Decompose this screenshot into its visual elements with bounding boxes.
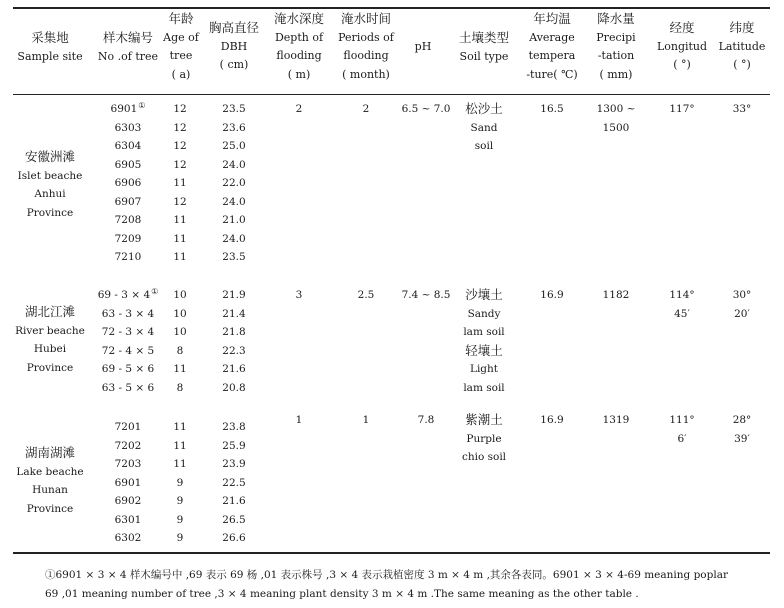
age-cell: 11 bbox=[173, 214, 187, 226]
age-cell: 12 bbox=[173, 158, 187, 171]
dbh-cell: 23.9 bbox=[222, 458, 246, 470]
site-hunan bbox=[14, 444, 86, 518]
header-lon-unit: ( °) bbox=[673, 58, 691, 71]
soil-anhui bbox=[446, 100, 522, 156]
header-site-en: Sample site bbox=[17, 49, 83, 63]
header-depth-en2: flooding bbox=[276, 49, 322, 62]
ages-hubei bbox=[160, 286, 200, 397]
age-cell: 11 bbox=[173, 251, 187, 263]
depth-cell: 3 bbox=[295, 289, 303, 301]
header-temp-en3: -ture( ℃) bbox=[526, 67, 578, 81]
header-tree bbox=[93, 29, 163, 66]
header-precip bbox=[586, 10, 646, 84]
header-soil-zh: 土壤类型 bbox=[458, 30, 509, 45]
lat-cell: 20′ bbox=[734, 307, 750, 320]
tree-ids-hubei bbox=[91, 286, 165, 397]
header-dbh-en: DBH bbox=[220, 39, 248, 53]
soil-zh: 沙壤土 bbox=[465, 287, 503, 302]
dbh-cell: 26.6 bbox=[222, 532, 246, 544]
tree-id bbox=[93, 100, 163, 119]
age-cell: 12 bbox=[173, 121, 187, 134]
tree-ids-anhui bbox=[93, 100, 163, 267]
lon-hubei bbox=[652, 286, 712, 323]
lon-cell: 111° bbox=[669, 414, 695, 426]
age-cell: 11 bbox=[173, 177, 187, 189]
soil-en: Purple bbox=[466, 432, 502, 445]
footnote-line: 69 ,01 meaning number of tree ,3 × 4 meaning plant density 3 m × 4 m .The same meaning as the other table . bbox=[45, 588, 639, 600]
lon-cell: 117° bbox=[669, 103, 695, 115]
precip-cell: 1500 bbox=[602, 121, 630, 134]
header-lon-zh: 经度 bbox=[669, 20, 695, 35]
header-precip-zh: 降水量 bbox=[597, 11, 635, 26]
lat-anhui bbox=[714, 100, 770, 119]
dbh-cell: 26.5 bbox=[222, 513, 246, 526]
header-site bbox=[14, 29, 86, 66]
ages-anhui bbox=[160, 100, 200, 267]
footnote-mark: ① bbox=[151, 287, 159, 296]
age-cell: 9 bbox=[176, 476, 184, 489]
site-zh: 湖北江滩 bbox=[24, 304, 75, 319]
tree-id: 6907 bbox=[114, 195, 142, 208]
precip-cell: 1300 ~ bbox=[596, 103, 636, 115]
dbh-cell: 21.4 bbox=[222, 307, 246, 320]
tree-id: 6302 bbox=[114, 532, 142, 544]
ages-hunan bbox=[160, 418, 200, 548]
precip-cell: 1319 bbox=[602, 414, 630, 426]
lat-cell: 33° bbox=[732, 103, 752, 115]
dbh-cell: 23.5 bbox=[222, 103, 246, 115]
header-soil-en: Soil type bbox=[459, 49, 509, 63]
ph-cell: 7.4 ~ 8.5 bbox=[401, 289, 451, 301]
dbh-cell: 21.0 bbox=[222, 214, 246, 226]
soil-en: Sand bbox=[470, 121, 498, 134]
age-cell: 9 bbox=[176, 495, 184, 507]
tree-id: 6905 bbox=[114, 158, 142, 171]
tree-id: 6303 bbox=[114, 121, 142, 134]
soil-hubei bbox=[446, 286, 522, 397]
site-en: Province bbox=[26, 502, 74, 515]
dbh-hunan bbox=[206, 418, 262, 548]
dbh-cell: 23.5 bbox=[222, 251, 246, 263]
dbh-cell: 25.9 bbox=[222, 439, 246, 452]
age-cell: 10 bbox=[173, 326, 187, 338]
age-cell: 10 bbox=[173, 289, 187, 301]
soil-en: lam soil bbox=[463, 326, 505, 338]
soil-en: soil bbox=[474, 140, 494, 152]
header-temp-zh: 年均温 bbox=[533, 11, 571, 26]
tree-id: 72 - 4 × 5 bbox=[101, 344, 155, 357]
header-depth-en: Depth of bbox=[274, 30, 324, 44]
header-depth-unit: ( m) bbox=[287, 67, 311, 81]
precip-hunan bbox=[586, 411, 646, 430]
tree-id: 72 - 3 × 4 bbox=[101, 326, 155, 338]
dbh-cell: 24.0 bbox=[222, 158, 246, 171]
period-cell: 2.5 bbox=[357, 289, 375, 301]
header-lon bbox=[652, 19, 712, 75]
age-cell: 8 bbox=[176, 344, 184, 357]
header-ph-text: pH bbox=[414, 40, 432, 53]
temp-cell: 16.9 bbox=[540, 289, 564, 301]
site-zh: 安徽洲滩 bbox=[24, 149, 75, 164]
dbh-cell: 21.6 bbox=[222, 363, 246, 375]
tree-ids-hunan bbox=[93, 418, 163, 548]
depth-cell: 1 bbox=[295, 414, 303, 426]
tree-id: 6901 bbox=[114, 476, 142, 489]
header-age-unit: ( a) bbox=[171, 67, 191, 81]
temp-cell: 16.9 bbox=[540, 414, 564, 426]
ph-cell: 7.8 bbox=[417, 414, 435, 426]
header-ph bbox=[403, 38, 443, 57]
header-lat-en: Latitude bbox=[718, 39, 766, 53]
soil-zh: 松沙土 bbox=[465, 101, 503, 116]
dbh-cell: 22.3 bbox=[222, 344, 246, 357]
age-cell: 11 bbox=[173, 421, 187, 433]
header-age-en2: tree bbox=[169, 49, 193, 62]
site-en: Lake beache bbox=[16, 465, 84, 478]
age-cell: 11 bbox=[173, 232, 187, 245]
header-age-zh: 年龄 bbox=[168, 11, 194, 26]
age-cell: 11 bbox=[173, 363, 187, 375]
dbh-hubei bbox=[206, 286, 262, 397]
lat-cell: 39′ bbox=[734, 432, 750, 445]
dbh-cell: 23.6 bbox=[222, 121, 246, 134]
site-zh: 湖南湖滩 bbox=[24, 445, 75, 460]
tree-id: 6304 bbox=[114, 140, 142, 152]
soil-hunan bbox=[446, 411, 522, 467]
tree-id: 7203 bbox=[114, 458, 142, 470]
lon-cell: 114° bbox=[669, 289, 695, 301]
header-tree-zh: 样木编号 bbox=[102, 30, 153, 45]
lat-cell: 28° bbox=[732, 414, 752, 426]
header-depth-zh: 淹水深度 bbox=[273, 11, 324, 26]
tree-id: 6301 bbox=[114, 513, 142, 526]
soil-zh: 轻壤土 bbox=[465, 342, 503, 358]
tree-id: 69 - 5 × 6 bbox=[101, 363, 155, 375]
tree-id: 6902 bbox=[114, 495, 142, 507]
tree-id-text: 69 - 3 × 4 bbox=[97, 289, 151, 301]
header-age-en1: Age of bbox=[163, 30, 199, 44]
table-top-rule bbox=[13, 7, 770, 9]
period-cell: 1 bbox=[362, 414, 370, 426]
site-en: Islet beache bbox=[17, 169, 83, 182]
footnote-line: ①6901 × 3 × 4 样木编号中 ,69 表示 69 杨 ,01 表示株号 ,3 × 4 表示栽植密度 3 m × 4 m ,其余各表同。6901 × 3 × 4-69 meaning poplar bbox=[45, 569, 728, 581]
dbh-cell: 22.0 bbox=[222, 177, 246, 189]
header-tree-en: No .of tree bbox=[97, 49, 159, 63]
header-period-en: Periods of bbox=[338, 30, 394, 44]
precip-hubei bbox=[586, 286, 646, 305]
site-anhui bbox=[14, 148, 86, 222]
site-en: Province bbox=[26, 206, 74, 219]
lon-hunan bbox=[652, 411, 712, 448]
lon-anhui bbox=[652, 100, 712, 119]
table-header-rule bbox=[13, 94, 770, 95]
lat-hunan bbox=[714, 411, 770, 448]
tree-id: 7208 bbox=[114, 214, 142, 226]
header-temp-en2: tempera bbox=[528, 49, 576, 62]
header-site-zh: 采集地 bbox=[31, 30, 69, 45]
dbh-cell: 24.0 bbox=[222, 232, 246, 245]
dbh-cell: 21.9 bbox=[222, 289, 246, 301]
age-cell: 11 bbox=[173, 458, 187, 470]
soil-en: Sandy bbox=[467, 307, 501, 320]
header-temp-en1: Average bbox=[529, 30, 575, 44]
header-precip-en1: Precipi bbox=[596, 30, 636, 44]
precip-anhui bbox=[586, 100, 646, 137]
age-cell: 9 bbox=[176, 513, 184, 526]
lon-cell: 45′ bbox=[674, 307, 690, 320]
dbh-cell: 21.6 bbox=[222, 495, 246, 507]
dbh-anhui bbox=[206, 100, 262, 267]
lat-cell: 30° bbox=[732, 289, 752, 301]
tree-id: 7202 bbox=[114, 439, 142, 452]
soil-en: lam soil bbox=[463, 381, 505, 394]
table-footnote bbox=[45, 566, 775, 604]
site-en: Hubei bbox=[33, 343, 67, 355]
ph-cell: 6.5 ~ 7.0 bbox=[401, 103, 451, 115]
footnote-mark: ① bbox=[138, 101, 146, 110]
period-cell: 2 bbox=[362, 103, 370, 115]
header-precip-unit: ( mm) bbox=[599, 67, 633, 81]
tree-id: 7209 bbox=[114, 232, 142, 245]
header-dbh-unit: ( cm) bbox=[219, 58, 249, 71]
tree-id: 6906 bbox=[114, 177, 142, 189]
tree-id: 7201 bbox=[114, 421, 142, 433]
site-en: Anhui bbox=[34, 188, 66, 200]
site-en: Hunan bbox=[32, 484, 68, 496]
site-en: River beache bbox=[15, 324, 85, 337]
precip-cell: 1182 bbox=[602, 289, 630, 301]
temp-cell: 16.5 bbox=[540, 103, 564, 115]
tree-id: 63 - 5 × 6 bbox=[101, 381, 155, 394]
header-period-zh: 淹水时间 bbox=[340, 11, 391, 26]
header-dbh-zh: 胸高直径 bbox=[208, 20, 259, 35]
header-dbh bbox=[206, 19, 262, 75]
site-hubei bbox=[14, 303, 86, 377]
soil-en: Light bbox=[469, 363, 499, 375]
header-temp bbox=[522, 10, 582, 84]
tree-id: 7210 bbox=[114, 251, 142, 263]
header-lat bbox=[714, 19, 770, 75]
tree-id: 63 - 3 × 4 bbox=[101, 307, 155, 320]
header-soil bbox=[446, 29, 522, 66]
header-depth bbox=[268, 10, 330, 84]
dbh-cell: 25.0 bbox=[222, 140, 246, 152]
soil-zh: 紫潮土 bbox=[465, 412, 503, 427]
lon-cell: 6′ bbox=[677, 432, 687, 445]
header-period bbox=[333, 10, 399, 84]
age-cell: 9 bbox=[176, 532, 184, 544]
tree-id-text: 6901 bbox=[110, 103, 138, 115]
dbh-cell: 21.8 bbox=[222, 326, 246, 338]
age-cell: 11 bbox=[173, 439, 187, 452]
header-lat-zh: 纬度 bbox=[729, 20, 755, 35]
header-period-en2: flooding bbox=[343, 49, 389, 62]
soil-en: chio soil bbox=[461, 451, 507, 463]
header-period-unit: ( month) bbox=[342, 67, 390, 81]
table-bottom-rule bbox=[13, 552, 770, 554]
lat-hubei bbox=[714, 286, 770, 323]
age-cell: 10 bbox=[173, 307, 187, 320]
age-cell: 8 bbox=[176, 381, 184, 394]
dbh-cell: 24.0 bbox=[222, 195, 246, 208]
dbh-cell: 20.8 bbox=[222, 381, 246, 394]
header-age bbox=[160, 10, 202, 84]
header-precip-en2: -tation bbox=[597, 49, 635, 62]
header-lon-en: Longitud bbox=[656, 39, 708, 53]
tree-id bbox=[91, 286, 165, 305]
age-cell: 12 bbox=[173, 195, 187, 208]
dbh-cell: 22.5 bbox=[222, 476, 246, 489]
depth-cell: 2 bbox=[295, 103, 303, 115]
site-en: Province bbox=[26, 361, 74, 374]
age-cell: 12 bbox=[173, 103, 187, 115]
age-cell: 12 bbox=[173, 140, 187, 152]
header-lat-unit: ( °) bbox=[733, 58, 751, 71]
dbh-cell: 23.8 bbox=[222, 421, 246, 433]
